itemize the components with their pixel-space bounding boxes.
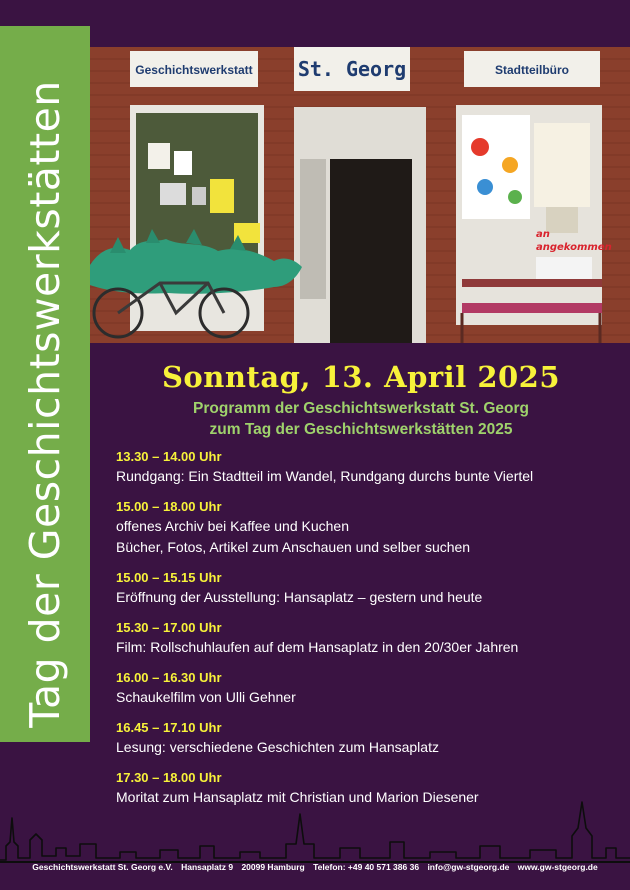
program-time: 13.30 – 14.00 Uhr — [116, 449, 222, 464]
program-list — [116, 448, 621, 819]
program-time: 16.00 – 16.30 Uhr — [116, 670, 222, 685]
program-desc: Film: Rollschuhlaufen auf dem Hansaplatz in den 20/30er Jahren — [116, 639, 519, 655]
program-item — [116, 619, 621, 658]
program-desc: Bücher, Fotos, Artikel zum Anschauen und selber suchen — [116, 539, 471, 555]
program-item — [116, 448, 621, 487]
footer-phone: Telefon: +49 40 571 386 36 — [313, 862, 420, 872]
program-time: 16.45 – 17.10 Uhr — [116, 720, 222, 735]
side-band — [0, 26, 90, 742]
program-desc: Lesung: verschiedene Geschichten zum Hansaplatz — [116, 739, 439, 755]
sign-left: Geschichtswerkstatt — [135, 63, 253, 77]
event-date-headline: Sonntag, 13. April 2025 — [161, 360, 561, 394]
sign-center: St. Georg — [297, 57, 407, 81]
program-item — [116, 719, 621, 758]
program-item — [116, 569, 621, 608]
poster-text: angekommen — [536, 242, 612, 253]
footer-contact — [0, 862, 630, 872]
program-desc: Eröffnung der Ausstellung: Hansaplatz – gestern und heute — [116, 589, 483, 605]
sign-right: Stadtteilbüro — [495, 63, 569, 77]
subtitle-line-1: Programm der Geschichtswerkstatt St. Georg — [193, 400, 529, 417]
program-time: 15.00 – 15.15 Uhr — [116, 570, 222, 585]
program-desc: Moritat zum Hansaplatz mit Christian und Marion Diesener — [116, 789, 479, 805]
footer-email[interactable]: info@gw-stgeorg.de — [427, 862, 510, 872]
footer-city: 20099 Hamburg — [241, 862, 305, 872]
program-item — [116, 669, 621, 708]
program-desc: Schaukelfilm von Ulli Gehner — [116, 689, 296, 705]
program-desc: Rundgang: Ein Stadtteil im Wandel, Rundgang durchs bunte Viertel — [116, 468, 534, 484]
svg-text:an: an — [536, 229, 550, 240]
program-time: 17.30 – 18.00 Uhr — [116, 770, 222, 785]
program-subtitle — [92, 398, 630, 440]
program-item — [116, 498, 621, 558]
storefront-photo — [90, 47, 630, 343]
program-desc: offenes Archiv bei Kaffee und Kuchen — [116, 518, 349, 534]
footer-web[interactable]: www.gw-stgeorg.de — [517, 862, 598, 872]
footer-street: Hansaplatz 9 — [181, 862, 234, 872]
subtitle-line-2: zum Tag der Geschichtswerkstätten 2025 — [209, 421, 513, 438]
footer-org: Geschichtswerkstatt St. Georg e.V. — [32, 862, 173, 872]
program-time: 15.30 – 17.00 Uhr — [116, 620, 222, 635]
program-time: 15.00 – 18.00 Uhr — [116, 499, 222, 514]
side-title: Tag der Geschichtswerkstätten — [21, 80, 69, 728]
